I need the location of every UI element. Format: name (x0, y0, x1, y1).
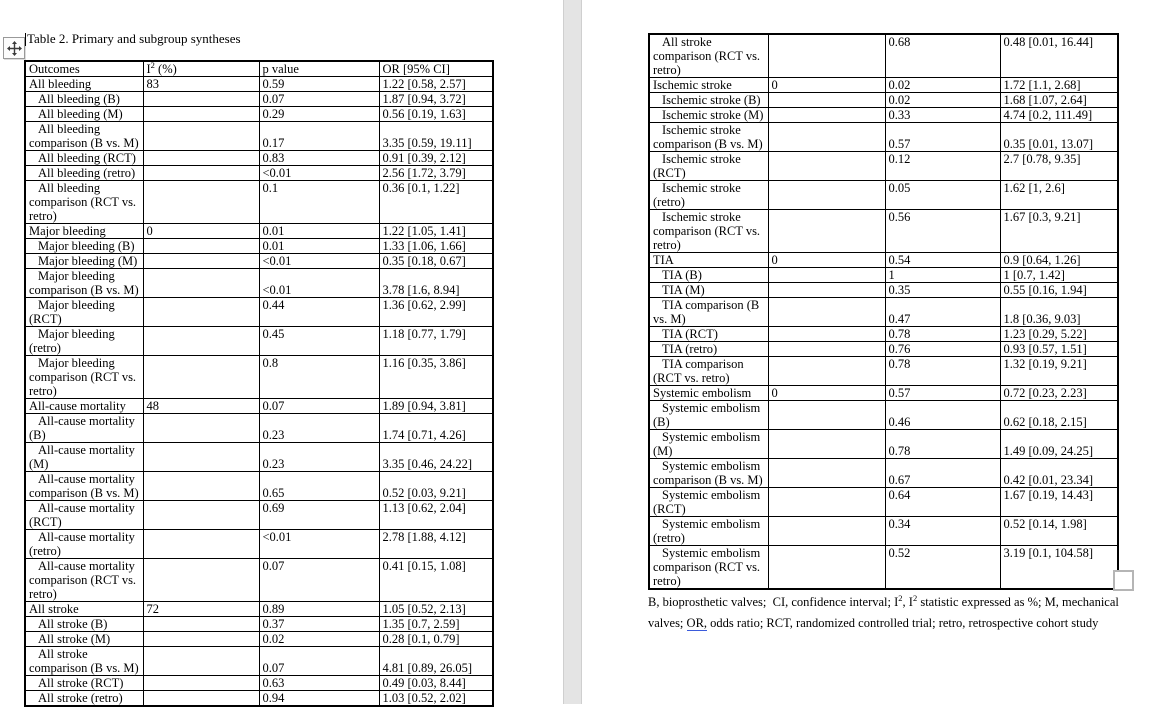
i2-cell: 0 (768, 253, 885, 268)
i2-cell: 0 (768, 386, 885, 401)
or-ci-cell: 1.16 [0.35, 3.86] (379, 356, 493, 399)
table-row (649, 283, 1118, 298)
i2-cell (143, 107, 259, 122)
outcome-cell: All-cause mortality comparison (B vs. M) (25, 472, 143, 501)
page-left (0, 0, 563, 704)
p-value-cell: 0.47 (885, 298, 1000, 327)
table-row (25, 632, 493, 647)
outcome-cell: Major bleeding (B) (25, 239, 143, 254)
or-ci-cell: 0.56 [0.19, 1.63] (379, 107, 493, 122)
p-value-cell: 0.29 (259, 107, 379, 122)
outcome-cell: All-cause mortality (retro) (25, 530, 143, 559)
p-value-cell: 1 (885, 268, 1000, 283)
or-ci-cell: 0.41 [0.15, 1.08] (379, 559, 493, 602)
table-row (649, 210, 1118, 253)
i2-cell (143, 443, 259, 472)
table-footnote[interactable] (648, 592, 1130, 634)
or-ci-cell: 1.18 [0.77, 1.79] (379, 327, 493, 356)
i2-cell: 48 (143, 399, 259, 414)
or-ci-cell: 0.35 [0.18, 0.67] (379, 254, 493, 269)
text-segment: I (146, 62, 151, 76)
table-row (649, 517, 1118, 546)
table-row (25, 254, 493, 269)
i2-cell: 0 (143, 224, 259, 239)
outcome-cell: Systemic embolism (B) (649, 401, 768, 430)
or-ci-cell: 0.36 [0.1, 1.22] (379, 181, 493, 224)
table-row (649, 488, 1118, 517)
table-row (649, 342, 1118, 357)
or-ci-cell: 0.48 [0.01, 16.44] (1000, 34, 1118, 78)
p-value-cell: 0.07 (259, 399, 379, 414)
outcome-cell: All stroke comparison (RCT vs. retro) (649, 34, 768, 78)
i2-cell (143, 676, 259, 691)
i2-cell (768, 93, 885, 108)
text-segment: odds ratio; RCT, randomized controlled trial; retro, retrospective cohort study (707, 616, 1099, 630)
table-move-handle[interactable] (3, 37, 25, 59)
i2-cell (143, 472, 259, 501)
or-ci-cell: 3.35 [0.59, 19.11] (379, 122, 493, 151)
table-row (649, 268, 1118, 283)
outcome-cell: Ischemic stroke (649, 78, 768, 93)
table-row (649, 327, 1118, 342)
or-ci-cell: 0.91 [0.39, 2.12] (379, 151, 493, 166)
i2-cell (768, 123, 885, 152)
i2-cell (143, 414, 259, 443)
p-value-cell: 0.17 (259, 122, 379, 151)
p-value-cell: 0.83 (259, 151, 379, 166)
text-segment: p value (262, 62, 299, 76)
i2-cell (143, 92, 259, 107)
grammar-underlined-abbr: OR, (686, 616, 708, 630)
p-value-cell: 0.07 (259, 559, 379, 602)
or-ci-cell: 2.7 [0.78, 9.35] (1000, 152, 1118, 181)
outcome-cell: All bleeding comparison (B vs. M) (25, 122, 143, 151)
i2-cell (768, 268, 885, 283)
text-segment: B, bioprosthetic valves; CI, confidence interval; I (648, 595, 899, 609)
i2-cell (768, 430, 885, 459)
text-segment: (%) (154, 62, 177, 76)
table-row (649, 401, 1118, 430)
table-row (25, 92, 493, 107)
p-value-cell: <0.01 (259, 530, 379, 559)
or-ci-cell: 1.74 [0.71, 4.26] (379, 414, 493, 443)
p-value-cell: 0.44 (259, 298, 379, 327)
outcome-cell: Ischemic stroke (retro) (649, 181, 768, 210)
i2-cell (768, 342, 885, 357)
p-value-cell: 0.37 (259, 617, 379, 632)
outcome-cell: All stroke (B) (25, 617, 143, 632)
table-row (25, 617, 493, 632)
i2-cell (768, 357, 885, 386)
i2-cell (768, 152, 885, 181)
or-ci-cell: 0.62 [0.18, 2.15] (1000, 401, 1118, 430)
p-value-cell: 0.23 (259, 443, 379, 472)
or-ci-cell: 4.74 [0.2, 111.49] (1000, 108, 1118, 123)
or-ci-cell: 1.36 [0.62, 2.99] (379, 298, 493, 327)
i2-cell (768, 488, 885, 517)
or-ci-cell: 1.8 [0.36, 9.03] (1000, 298, 1118, 327)
or-ci-cell: 4.81 [0.89, 26.05] (379, 647, 493, 676)
p-value-cell: 0.89 (259, 602, 379, 617)
p-value-cell: 0.59 (259, 77, 379, 92)
table-row (649, 93, 1118, 108)
outcome-cell: Ischemic stroke comparison (RCT vs. retro) (649, 210, 768, 253)
syntheses-table-left-page[interactable] (24, 60, 494, 707)
outcome-cell: All bleeding comparison (RCT vs. retro) (25, 181, 143, 224)
or-ci-cell: 3.19 [0.1, 104.58] (1000, 546, 1118, 590)
i2-cell (143, 298, 259, 327)
or-ci-cell: 0.49 [0.03, 8.44] (379, 676, 493, 691)
table-row (25, 298, 493, 327)
p-value-cell: 0.02 (885, 93, 1000, 108)
or-ci-cell: 1.49 [0.09, 24.25] (1000, 430, 1118, 459)
or-ci-cell: 1.35 [0.7, 2.59] (379, 617, 493, 632)
syntheses-table-right-page[interactable] (648, 33, 1119, 590)
table-row (25, 501, 493, 530)
superscript-text: 2 (898, 592, 903, 603)
or-ci-cell: 1.22 [1.05, 1.41] (379, 224, 493, 239)
outcome-cell: TIA (M) (649, 283, 768, 298)
table-row (649, 78, 1118, 93)
text-segment: , I (902, 595, 913, 609)
p-value-cell: 0.1 (259, 181, 379, 224)
table-row (25, 559, 493, 602)
i2-cell (143, 632, 259, 647)
or-ci-cell: 1.67 [0.19, 14.43] (1000, 488, 1118, 517)
outcome-cell: All-cause mortality (M) (25, 443, 143, 472)
table-row (25, 107, 493, 122)
i2-cell (143, 254, 259, 269)
table-row (25, 77, 493, 92)
page-right (582, 0, 1155, 704)
i2-cell: 72 (143, 602, 259, 617)
or-ci-cell: 1.05 [0.52, 2.13] (379, 602, 493, 617)
or-ci-cell: 0.42 [0.01, 23.34] (1000, 459, 1118, 488)
p-value-cell: 0.56 (885, 210, 1000, 253)
table-row (649, 298, 1118, 327)
table-row (649, 386, 1118, 401)
outcome-cell: All-cause mortality (B) (25, 414, 143, 443)
outcome-cell: All bleeding (retro) (25, 166, 143, 181)
outcome-cell: Ischemic stroke (M) (649, 108, 768, 123)
p-value-cell: 0.33 (885, 108, 1000, 123)
p-value-cell: 0.34 (885, 517, 1000, 546)
outcome-cell: All-cause mortality (25, 399, 143, 414)
table-row (649, 357, 1118, 386)
i2-cell (143, 327, 259, 356)
table-row (25, 530, 493, 559)
table-row (25, 602, 493, 617)
p-value-cell: 0.69 (259, 501, 379, 530)
or-ci-cell: 0.72 [0.23, 2.23] (1000, 386, 1118, 401)
table-row (649, 34, 1118, 78)
table-row (25, 356, 493, 399)
text-segment: Outcomes (29, 62, 80, 76)
i2-cell (768, 298, 885, 327)
outcome-cell: Systemic embolism (M) (649, 430, 768, 459)
outcome-cell: TIA (B) (649, 268, 768, 283)
or-ci-cell: 3.35 [0.46, 24.22] (379, 443, 493, 472)
table-row (649, 181, 1118, 210)
outcome-cell: Systemic embolism (649, 386, 768, 401)
outcome-cell: Ischemic stroke comparison (B vs. M) (649, 123, 768, 152)
or-ci-cell: 1.87 [0.94, 3.72] (379, 92, 493, 107)
i2-cell (143, 356, 259, 399)
or-ci-cell: 0.52 [0.03, 9.21] (379, 472, 493, 501)
outcome-cell: Systemic embolism comparison (B vs. M) (649, 459, 768, 488)
p-value-cell: 0.57 (885, 386, 1000, 401)
p-value-cell: 0.01 (259, 224, 379, 239)
or-ci-cell: 0.9 [0.64, 1.26] (1000, 253, 1118, 268)
outcome-cell: All stroke comparison (B vs. M) (25, 647, 143, 676)
p-value-cell: 0.94 (259, 691, 379, 707)
p-value-cell: 0.07 (259, 647, 379, 676)
i2-cell (768, 210, 885, 253)
table-row (649, 123, 1118, 152)
outcome-cell: Ischemic stroke (B) (649, 93, 768, 108)
outcome-cell: All-cause mortality (RCT) (25, 501, 143, 530)
i2-cell (768, 517, 885, 546)
or-ci-cell: 2.78 [1.88, 4.12] (379, 530, 493, 559)
p-value-cell: 0.07 (259, 92, 379, 107)
table-row (649, 459, 1118, 488)
i2-cell (768, 181, 885, 210)
or-ci-cell: 1.62 [1, 2.6] (1000, 181, 1118, 210)
table-row (25, 443, 493, 472)
i2-cell (143, 166, 259, 181)
table-row (25, 327, 493, 356)
or-ci-cell: 1.22 [0.58, 2.57] (379, 77, 493, 92)
or-ci-cell: 1.89 [0.94, 3.81] (379, 399, 493, 414)
table-row (25, 414, 493, 443)
table-row (25, 647, 493, 676)
p-value-cell: <0.01 (259, 269, 379, 298)
p-value-cell: 0.02 (259, 632, 379, 647)
or-ci-cell: 0.52 [0.14, 1.98] (1000, 517, 1118, 546)
outcome-cell: Major bleeding (retro) (25, 327, 143, 356)
superscript-text: 2 (912, 592, 918, 603)
table-row (25, 399, 493, 414)
outcome-cell: Major bleeding comparison (B vs. M) (25, 269, 143, 298)
or-ci-cell: 0.35 [0.01, 13.07] (1000, 123, 1118, 152)
i2-cell: 83 (143, 77, 259, 92)
outcome-cell: Major bleeding (M) (25, 254, 143, 269)
outcome-cell: Systemic embolism (retro) (649, 517, 768, 546)
table-row (25, 472, 493, 501)
or-ci-cell: 1.33 [1.06, 1.66] (379, 239, 493, 254)
or-ci-cell: 0.93 [0.57, 1.51] (1000, 342, 1118, 357)
p-value-cell: 0.63 (259, 676, 379, 691)
outcome-cell: All stroke (M) (25, 632, 143, 647)
p-value-cell: 0.23 (259, 414, 379, 443)
text-segment: statistic expressed as %; M, mechanical valves; (648, 595, 1119, 630)
outcome-cell: All bleeding (B) (25, 92, 143, 107)
p-value-cell: 0.35 (885, 283, 1000, 298)
or-ci-cell: 0.28 [0.1, 0.79] (379, 632, 493, 647)
p-value-cell: 0.12 (885, 152, 1000, 181)
table-header-row (25, 61, 493, 77)
table-row (25, 166, 493, 181)
p-value-cell: 0.02 (885, 78, 1000, 93)
table-row (25, 269, 493, 298)
i2-cell (143, 122, 259, 151)
or-ci-cell: 2.56 [1.72, 3.79] (379, 166, 493, 181)
outcome-cell: Ischemic stroke (RCT) (649, 152, 768, 181)
column-header-or-95ci (379, 61, 493, 77)
outcome-cell: All-cause mortality comparison (RCT vs. retro) (25, 559, 143, 602)
or-ci-cell: 1.67 [0.3, 9.21] (1000, 210, 1118, 253)
outcome-cell: TIA (retro) (649, 342, 768, 357)
i2-cell (143, 647, 259, 676)
i2-cell (143, 617, 259, 632)
p-value-cell: 0.78 (885, 327, 1000, 342)
p-value-cell: 0.76 (885, 342, 1000, 357)
i2-cell (143, 559, 259, 602)
i2-cell (768, 108, 885, 123)
i2-cell (143, 530, 259, 559)
p-value-cell: 0.67 (885, 459, 1000, 488)
move-cross-icon (7, 41, 22, 56)
i2-cell (143, 269, 259, 298)
table-row (25, 122, 493, 151)
p-value-cell: 0.78 (885, 357, 1000, 386)
outcome-cell: Systemic embolism comparison (RCT vs. retro) (649, 546, 768, 590)
table-row (649, 430, 1118, 459)
p-value-cell: 0.45 (259, 327, 379, 356)
or-ci-cell: 1.68 [1.07, 2.64] (1000, 93, 1118, 108)
table-row (649, 108, 1118, 123)
outcome-cell: TIA comparison (RCT vs. retro) (649, 357, 768, 386)
i2-cell (768, 34, 885, 78)
table-row (649, 546, 1118, 590)
i2-cell (768, 546, 885, 590)
i2-cell (143, 501, 259, 530)
or-ci-cell: 1.13 [0.62, 2.04] (379, 501, 493, 530)
p-value-cell: <0.01 (259, 254, 379, 269)
p-value-cell: 0.57 (885, 123, 1000, 152)
or-ci-cell: 1.23 [0.29, 5.22] (1000, 327, 1118, 342)
p-value-cell: 0.52 (885, 546, 1000, 590)
or-ci-cell: 1.03 [0.52, 2.02] (379, 691, 493, 707)
table-row (25, 151, 493, 166)
i2-cell (768, 401, 885, 430)
p-value-cell: 0.65 (259, 472, 379, 501)
i2-cell (768, 283, 885, 298)
p-value-cell: 0.68 (885, 34, 1000, 78)
outcome-cell: Major bleeding comparison (RCT vs. retro) (25, 356, 143, 399)
p-value-cell: <0.01 (259, 166, 379, 181)
outcome-cell: All stroke (25, 602, 143, 617)
table-resize-handle[interactable] (1113, 570, 1134, 591)
or-ci-cell: 0.55 [0.16, 1.94] (1000, 283, 1118, 298)
or-ci-cell: 1.72 [1.1, 2.68] (1000, 78, 1118, 93)
outcome-cell: TIA comparison (B vs. M) (649, 298, 768, 327)
outcome-cell: TIA (RCT) (649, 327, 768, 342)
table-row (649, 253, 1118, 268)
or-ci-cell: 1 [0.7, 1.42] (1000, 268, 1118, 283)
outcome-cell: Major bleeding (RCT) (25, 298, 143, 327)
outcome-cell: All stroke (RCT) (25, 676, 143, 691)
p-value-cell: 0.78 (885, 430, 1000, 459)
i2-cell (143, 239, 259, 254)
text-segment: OR [95% CI] (382, 62, 450, 76)
outcome-cell: All bleeding (M) (25, 107, 143, 122)
table-row (25, 181, 493, 224)
outcome-cell: All stroke (retro) (25, 691, 143, 707)
p-value-cell: 0.46 (885, 401, 1000, 430)
or-ci-cell: 1.32 [0.19, 9.21] (1000, 357, 1118, 386)
outcome-cell: All bleeding (25, 77, 143, 92)
outcome-cell: TIA (649, 253, 768, 268)
outcome-cell: Systemic embolism (RCT) (649, 488, 768, 517)
outcome-cell: All bleeding (RCT) (25, 151, 143, 166)
superscript-text: 2 (150, 59, 155, 70)
p-value-cell: 0.54 (885, 253, 1000, 268)
table-row (25, 676, 493, 691)
p-value-cell: 0.05 (885, 181, 1000, 210)
outcome-cell: Major bleeding (25, 224, 143, 239)
table-row (649, 152, 1118, 181)
p-value-cell: 0.01 (259, 239, 379, 254)
i2-cell (768, 459, 885, 488)
i2-cell (143, 151, 259, 166)
page-gap (563, 0, 582, 704)
i2-cell (768, 327, 885, 342)
table-caption[interactable]: Table 2. Primary and subgroup syntheses (27, 31, 241, 46)
table-row (25, 224, 493, 239)
table-row (25, 239, 493, 254)
p-value-cell: 0.8 (259, 356, 379, 399)
i2-cell (143, 181, 259, 224)
column-header-outcomes (25, 61, 143, 77)
i2-cell: 0 (768, 78, 885, 93)
p-value-cell: 0.64 (885, 488, 1000, 517)
column-header-p-value (259, 61, 379, 77)
or-ci-cell: 3.78 [1.6, 8.94] (379, 269, 493, 298)
column-header-i2-percent (143, 61, 259, 77)
text-cursor (25, 33, 26, 46)
